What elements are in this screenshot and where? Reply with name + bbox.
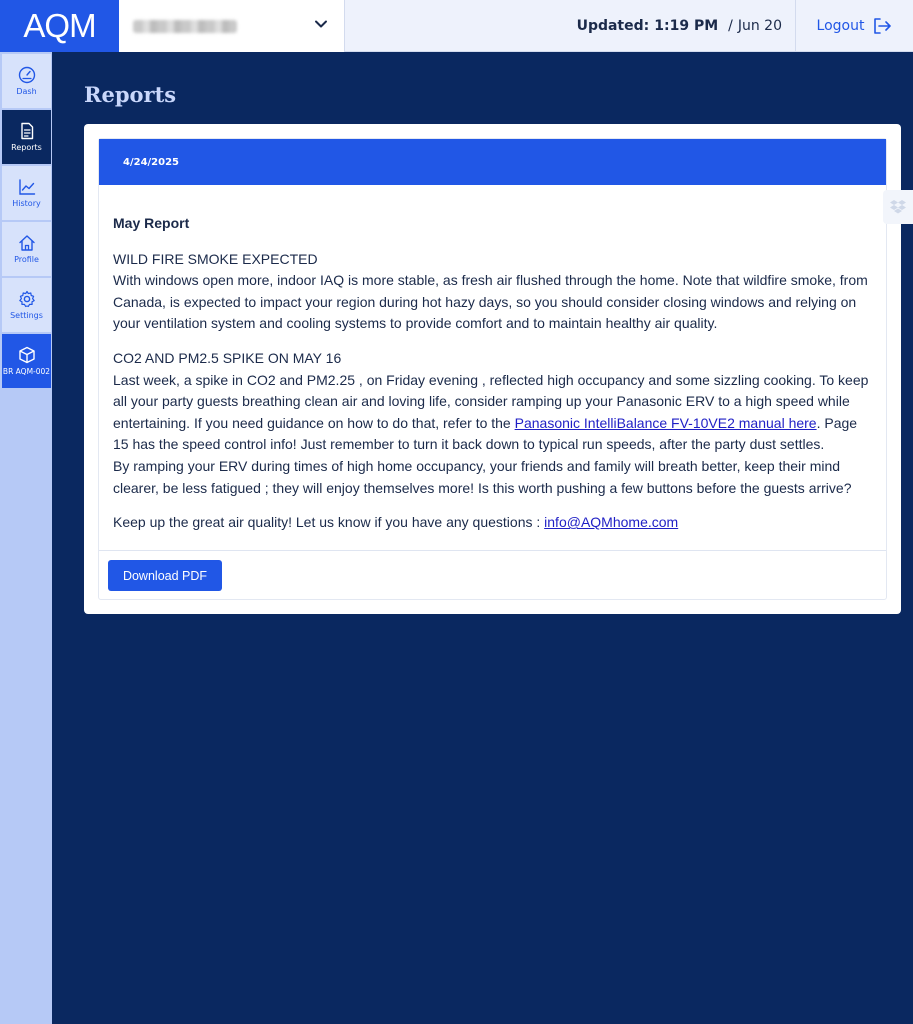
home-icon [18,234,36,252]
gauge-icon [18,66,36,84]
sidebar-item-label: BR AQM-002 [2,367,51,376]
sidebar-item-label: Settings [10,311,43,320]
updated-time: 1:19 PM [654,18,719,34]
sidebar-item-history[interactable] [2,166,51,220]
page-title: Reports [84,82,177,107]
sidebar-item-settings[interactable] [2,278,51,332]
report-card [84,124,901,614]
section-body-text: Last week, a spike in CO2 and PM2.25 , on Friday evening , reflected high occupancy and some sizzling cooking. To keep all your party guests breathing clean air and loving life, consider ramping up your Panasonic ERV to a high speed while entertaining. If you need guidance on how to do that, refer to the [113,371,869,431]
section-heading: CO2 AND PM2.5 SPIKE ON MAY 16 [113,349,342,366]
top-bar [0,0,913,52]
sidebar-item-label: History [12,199,41,208]
sidebar-item-device[interactable] [2,334,51,388]
report-content [99,185,886,550]
last-updated-status [577,0,782,52]
section-body [113,370,872,456]
sidebar-item-label: Reports [11,143,42,152]
site-selector-dropdown[interactable] [119,0,345,52]
redacted-site-name [133,20,237,33]
chevron-down-icon [314,17,328,31]
updated-date: Jun 20 [737,18,782,34]
section-body: With windows open more, indoor IAQ is more stable, as fresh air flushed through the home. Note that wildfire smoke, from Canada, is expected to impact your region during hot hazy days, so you should consider closing windows and relying on your ventilation system and cooling systems to provide comfort and to maintain healthy air quality. [113,272,868,332]
report-date-header [99,139,886,185]
aqm-logo[interactable]: AQM [0,0,119,52]
sidebar-nav [0,52,52,1024]
report-closing [113,512,872,534]
sidebar-item-profile[interactable] [2,222,51,276]
section-body-text: . Page 15 has the speed control info! Just remember to turn it back down to typical run speeds, after the party dust settles. [113,414,858,453]
updated-label: Updated: [576,18,650,34]
side-extension-widget[interactable] [883,190,913,224]
dropbox-icon [889,199,907,215]
sidebar-item-label: Dash [16,87,37,96]
report-panel [98,138,887,600]
gear-icon [18,290,36,308]
download-pdf-button[interactable]: Download PDF [108,560,222,591]
line-chart-icon [18,178,36,196]
document-icon [18,122,36,140]
logout-icon [872,17,892,35]
section-body: By ramping your ERV during times of high home occupancy, your friends and family will breath better, keep their mind clearer, be less fatigued ; they will enjoy themselves more! Is this worth pushing a few buttons before the guests arrive? [113,457,852,496]
sidebar-item-reports[interactable] [2,110,51,164]
closing-text: Keep up the great air quality! Let us know if you have any questions : [113,514,545,531]
report-title: May Report [113,215,190,231]
erv-manual-link[interactable]: Panasonic IntelliBalance FV-10VE2 manual here [514,414,817,431]
logout-label: Logout [816,18,865,34]
sidebar-item-dash[interactable] [2,54,51,108]
sidebar-item-label: Profile [14,255,39,264]
report-date: 4/24/2025 [123,156,180,168]
contact-email-link[interactable]: info@AQMhome.com [544,514,679,531]
report-section-wildfire [113,249,872,335]
cube-icon [18,346,36,364]
section-heading: WILD FIRE SMOKE EXPECTED [113,250,318,267]
logout-button[interactable] [795,0,913,52]
report-section-co2-spike [113,348,872,499]
report-footer [99,550,886,599]
updated-separator: / [728,18,733,34]
